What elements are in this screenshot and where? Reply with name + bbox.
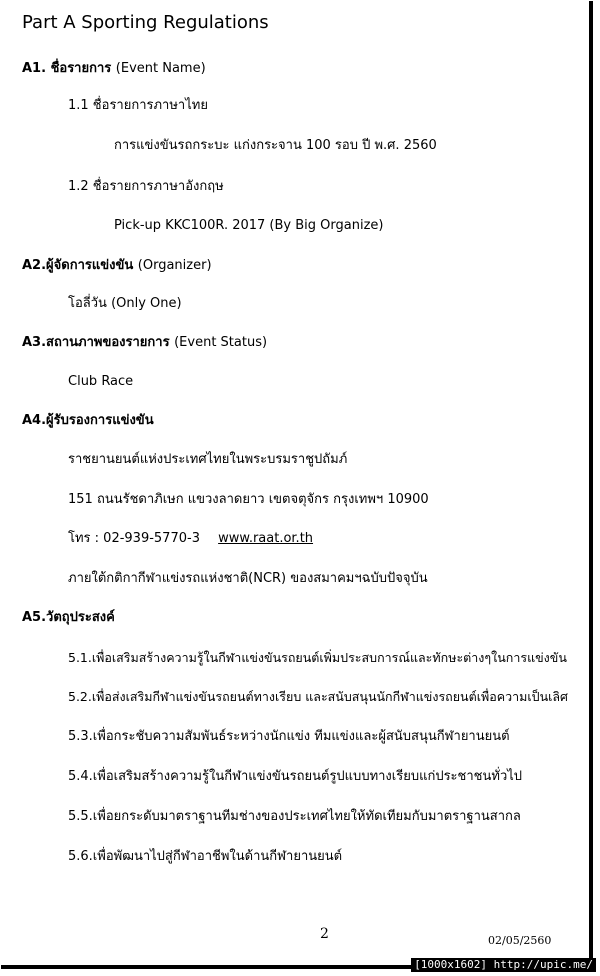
- a5-list-item: 5.3.เพื่อกระชับความสัมพันธ์ระหว่างนักแข่ง ทีมแข่งและผู้สนับสนุนกีฬายานยนต์: [68, 729, 510, 744]
- page-title: Part A Sporting Regulations: [22, 12, 269, 33]
- section-a5-heading: A5.วัตถุประสงค์: [22, 610, 115, 625]
- a5-list-item: 5.2.เพื่อส่งเสริมกีฬาแข่งขันรถยนต์ทางเรียบ และสนับสนุนนักกีฬาแข่งรถยนต์เพื่อความเป็นเลิศ: [68, 689, 568, 704]
- section-a1-heading: [22, 61, 206, 77]
- section-a2-heading-th: A2.ผู้จัดการแข่งขัน: [22, 258, 134, 273]
- a4-phone: โทร : 02-939-5770-3: [68, 531, 200, 546]
- a4-website-link[interactable]: www.raat.or.th: [218, 531, 314, 546]
- a4-organization: ราชยานยนต์แห่งประเทศไทยในพระบรมราชูปถัมภ์: [68, 452, 348, 467]
- a5-list-item: 5.4.เพื่อเสริมสร้างความรู้ในกีฬาแข่งขันรถยนต์รูปแบบทางเรียบแก่ประชาชนทั่วไป: [68, 769, 523, 784]
- section-a4-heading: A4.ผู้รับรองการแข่งขัน: [22, 413, 154, 428]
- section-a3-heading-en: (Event Status): [174, 335, 268, 350]
- a2-value: โอลี่วัน (Only One): [68, 296, 182, 311]
- a5-list-item: 5.1.เพื่อเสริมสร้างความรู้ในกีฬาแข่งขันรถยนต์เพิ่มประสบการณ์และทักษะต่างๆในการแข่งขัน: [68, 650, 567, 665]
- section-a3-heading: [22, 335, 267, 351]
- a5-list-item: 5.6.เพื่อพัฒนาไปสู่กีฬาอาชีพในด้านกีฬายานยนต์: [68, 849, 343, 864]
- a4-note: ภายใต้กติกากีฬาแข่งรถแห่งชาติ(NCR) ของสมาคมฯฉบับปัจจุบัน: [68, 571, 428, 586]
- document-date: 02/05/2560: [488, 934, 552, 947]
- section-a2-heading-en: (Organizer): [137, 258, 212, 273]
- a5-list-item: 5.5.เพื่อยกระดับมาตราฐานทีมช่างของประเทศไทยให้ทัดเทียมกับมาตราฐานสากล: [68, 809, 521, 824]
- section-a3-heading-th: A3.สถานภาพของรายการ: [22, 335, 170, 350]
- a1-sub1-label: 1.1 ชื่อรายการภาษาไทย: [68, 98, 208, 113]
- page-number: 2: [320, 926, 329, 942]
- image-host-watermark: [1000x1602] http://upic.me/: [411, 958, 596, 972]
- a3-value: Club Race: [68, 374, 134, 389]
- section-a1-heading-th: A1. ชื่อรายการ: [22, 61, 112, 76]
- a1-sub2-label: 1.2 ชื่อรายการภาษาอังกฤษ: [68, 179, 224, 194]
- a4-contact: [68, 531, 313, 547]
- section-a1-heading-en: (Event Name): [115, 61, 206, 76]
- a1-sub2-value: Pick-up KKC100R. 2017 (By Big Organize): [114, 218, 384, 233]
- a4-address: 151 ถนนรัชดาภิเษก แขวงลาดยาว เขตจตุจักร กรุงเทพฯ 10900: [68, 492, 429, 507]
- a1-sub1-value: การแข่งขันรถกระบะ แก่งกระจาน 100 รอบ ปี พ.ศ. 2560: [114, 138, 437, 153]
- section-a2-heading: [22, 258, 212, 274]
